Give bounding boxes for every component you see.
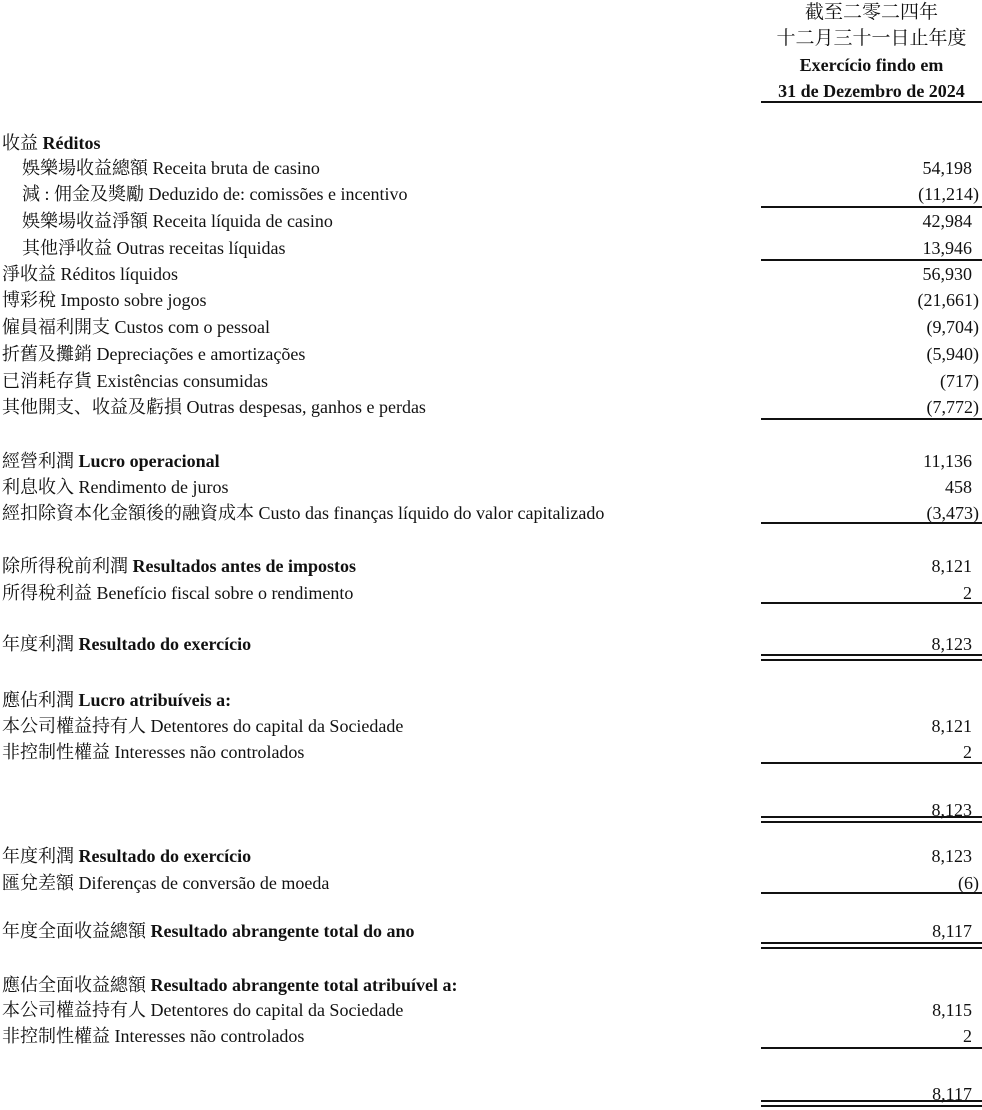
row-label-pt: Detentores do capital da Sociedade — [146, 1000, 404, 1020]
row-label-zh: 匯兌差額 — [2, 873, 74, 893]
column-header — [761, 0, 982, 104]
statement-row — [0, 448, 982, 474]
subtotal-rule — [761, 418, 982, 420]
subtotal-rule — [761, 892, 982, 894]
row-label-zh: 年度利潤 — [2, 634, 74, 654]
row-label-zh: 娛樂場收益總額 — [22, 158, 148, 178]
row-label — [22, 208, 333, 234]
row-label-zh: 經營利潤 — [2, 451, 74, 471]
subtotal-rule — [761, 522, 982, 524]
row-label — [2, 1023, 304, 1049]
statement-row — [0, 1023, 982, 1049]
row-label-pt: Diferenças de conversão de moeda — [74, 873, 330, 893]
row-label-pt: Custo das finanças líquido do valor capitalizado — [254, 503, 605, 523]
row-label-pt: Rendimento de juros — [74, 477, 229, 497]
row-label — [2, 553, 356, 579]
row-label-pt: Detentores do capital da Sociedade — [146, 716, 404, 736]
row-label-pt: Receita bruta de casino — [148, 158, 320, 178]
row-label — [2, 739, 304, 765]
header-pt-line1: Exercício findo em — [799, 55, 944, 75]
row-value: 8,121 — [931, 716, 972, 736]
row-value: (11,214) — [918, 184, 979, 204]
row-label-zh: 非控制性權益 — [2, 1026, 110, 1046]
row-label-zh: 應佔全面收益總額 — [2, 975, 146, 995]
statement-row — [0, 713, 982, 739]
row-value: (9,704) — [926, 317, 979, 337]
row-label-pt: Custos com o pessoal — [110, 317, 270, 337]
subtotal-rule — [761, 602, 982, 604]
row-label-zh: 年度利潤 — [2, 846, 74, 866]
row-label-pt: Réditos — [38, 133, 101, 153]
statement-row — [0, 474, 982, 500]
row-label — [2, 631, 251, 657]
row-value: 8,115 — [932, 1000, 972, 1020]
statement-row — [0, 130, 982, 156]
row-label — [2, 314, 270, 340]
row-label — [2, 870, 329, 896]
row-value: (5,940) — [926, 344, 979, 364]
row-value: 2 — [963, 742, 972, 762]
total-double-rule — [761, 654, 982, 661]
row-value: 2 — [963, 583, 972, 603]
subtotal-rule — [761, 1047, 982, 1049]
statement-row — [0, 155, 982, 181]
row-label-zh: 淨收益 — [2, 264, 56, 284]
statement-row — [0, 287, 982, 313]
row-label — [2, 287, 207, 313]
row-label — [2, 261, 178, 287]
row-label — [2, 368, 268, 394]
row-label — [2, 130, 101, 156]
row-label-zh: 其他開支、收益及虧損 — [2, 397, 182, 417]
row-label-zh: 博彩稅 — [2, 290, 56, 310]
row-label — [2, 580, 353, 606]
subtotal-rule — [761, 206, 982, 208]
row-label-pt: Depreciações e amortizações — [92, 344, 306, 364]
row-label-zh: 非控制性權益 — [2, 742, 110, 762]
row-label-pt: Existências consumidas — [92, 371, 268, 391]
row-value: (717) — [940, 371, 979, 391]
row-label-pt: Lucro operacional — [74, 451, 220, 471]
row-value: (3,473) — [926, 503, 979, 523]
header-zh-line1: 截至二零二四年 — [804, 2, 938, 23]
row-label — [2, 448, 220, 474]
statement-row — [0, 972, 982, 998]
row-label-zh: 所得稅利益 — [2, 583, 92, 603]
row-label-zh: 娛樂場收益淨額 — [22, 211, 148, 231]
statement-row — [0, 208, 982, 234]
row-value: (21,661) — [917, 290, 979, 310]
row-label-zh: 經扣除資本化金額後的融資成本 — [2, 503, 254, 523]
row-label-pt: Resultado do exercício — [74, 846, 252, 866]
row-label-pt: Interesses não controlados — [110, 1026, 305, 1046]
row-label-zh: 應佔利潤 — [2, 690, 74, 710]
row-label-zh: 已消耗存貨 — [2, 371, 92, 391]
statement-row — [0, 314, 982, 340]
statement-row — [0, 843, 982, 869]
row-label-pt: Outras despesas, ganhos e perdas — [182, 397, 426, 417]
row-label-pt: Resultado do exercício — [74, 634, 252, 654]
subtotal-rule — [761, 259, 982, 261]
subtotal-rule — [761, 762, 982, 764]
row-label — [2, 394, 426, 420]
statement-row — [0, 997, 982, 1023]
row-value: 8,123 — [931, 846, 972, 866]
row-value: (6) — [958, 873, 979, 893]
row-value: 2 — [963, 1026, 972, 1046]
row-label-zh: 年度全面收益總額 — [2, 921, 146, 941]
row-value: 54,198 — [922, 158, 972, 178]
row-label-zh: 本公司權益持有人 — [2, 716, 146, 736]
statement-row — [0, 687, 982, 713]
row-value: 8,123 — [931, 634, 972, 654]
row-label-zh: 利息收入 — [2, 477, 74, 497]
row-value: (7,772) — [926, 397, 979, 417]
row-value: 42,984 — [922, 211, 972, 231]
row-label-zh: 減 : 佣金及獎勵 — [22, 184, 145, 204]
row-label — [2, 997, 403, 1023]
row-label-pt: Resultado abrangente total atribuível a: — [146, 975, 458, 995]
header-pt-line2: 31 de Dezembro de 2024 — [778, 81, 965, 101]
row-label-zh: 僱員福利開支 — [2, 317, 110, 337]
row-label-pt: Deduzido de: comissões e incentivo — [144, 184, 408, 204]
row-label-zh: 除所得稅前利潤 — [2, 556, 128, 576]
total-double-rule — [761, 942, 982, 949]
row-value: 8,117 — [932, 921, 972, 941]
row-value: 8,117 — [932, 1084, 972, 1104]
row-label — [2, 687, 231, 713]
row-label-zh: 本公司權益持有人 — [2, 1000, 146, 1020]
row-label — [22, 181, 407, 207]
header-zh-line2: 十二月三十一日止年度 — [776, 28, 967, 49]
row-label-pt: Resultados antes de impostos — [128, 556, 357, 576]
statement-row — [0, 368, 982, 394]
row-label-pt: Outras receitas líquidas — [112, 238, 286, 258]
row-label — [2, 474, 228, 500]
statement-row — [0, 553, 982, 579]
row-label-pt: Lucro atribuíveis a: — [74, 690, 232, 710]
row-value: 56,930 — [922, 264, 972, 284]
row-label-pt: Resultado abrangente total do ano — [146, 921, 415, 941]
row-label — [2, 843, 251, 869]
row-label-pt: Benefício fiscal sobre o rendimento — [92, 583, 354, 603]
statement-row — [0, 341, 982, 367]
row-value: 458 — [945, 477, 972, 497]
statement-row — [0, 918, 982, 944]
total-double-rule — [761, 816, 982, 823]
statement-row — [0, 235, 982, 261]
row-label — [22, 235, 285, 261]
row-value: 11,136 — [923, 451, 972, 471]
statement-row — [0, 394, 982, 420]
row-value: 8,123 — [931, 800, 972, 820]
header-underline — [761, 101, 982, 103]
row-label-zh: 折舊及攤銷 — [2, 344, 92, 364]
total-double-rule — [761, 1100, 982, 1107]
row-label-zh: 其他淨收益 — [22, 238, 112, 258]
row-value: 13,946 — [922, 238, 972, 258]
row-label-pt: Imposto sobre jogos — [56, 290, 207, 310]
row-label-zh: 收益 — [2, 133, 38, 153]
statement-row — [0, 181, 982, 207]
row-label — [2, 918, 415, 944]
row-label-pt: Receita líquida de casino — [148, 211, 333, 231]
row-label-pt: Interesses não controlados — [110, 742, 305, 762]
row-label-pt: Réditos líquidos — [56, 264, 179, 284]
row-label — [22, 155, 320, 181]
row-label — [2, 341, 305, 367]
row-label — [2, 500, 604, 526]
statement-row — [0, 261, 982, 287]
row-label — [2, 972, 457, 998]
row-label — [2, 713, 403, 739]
row-value: 8,121 — [931, 556, 972, 576]
